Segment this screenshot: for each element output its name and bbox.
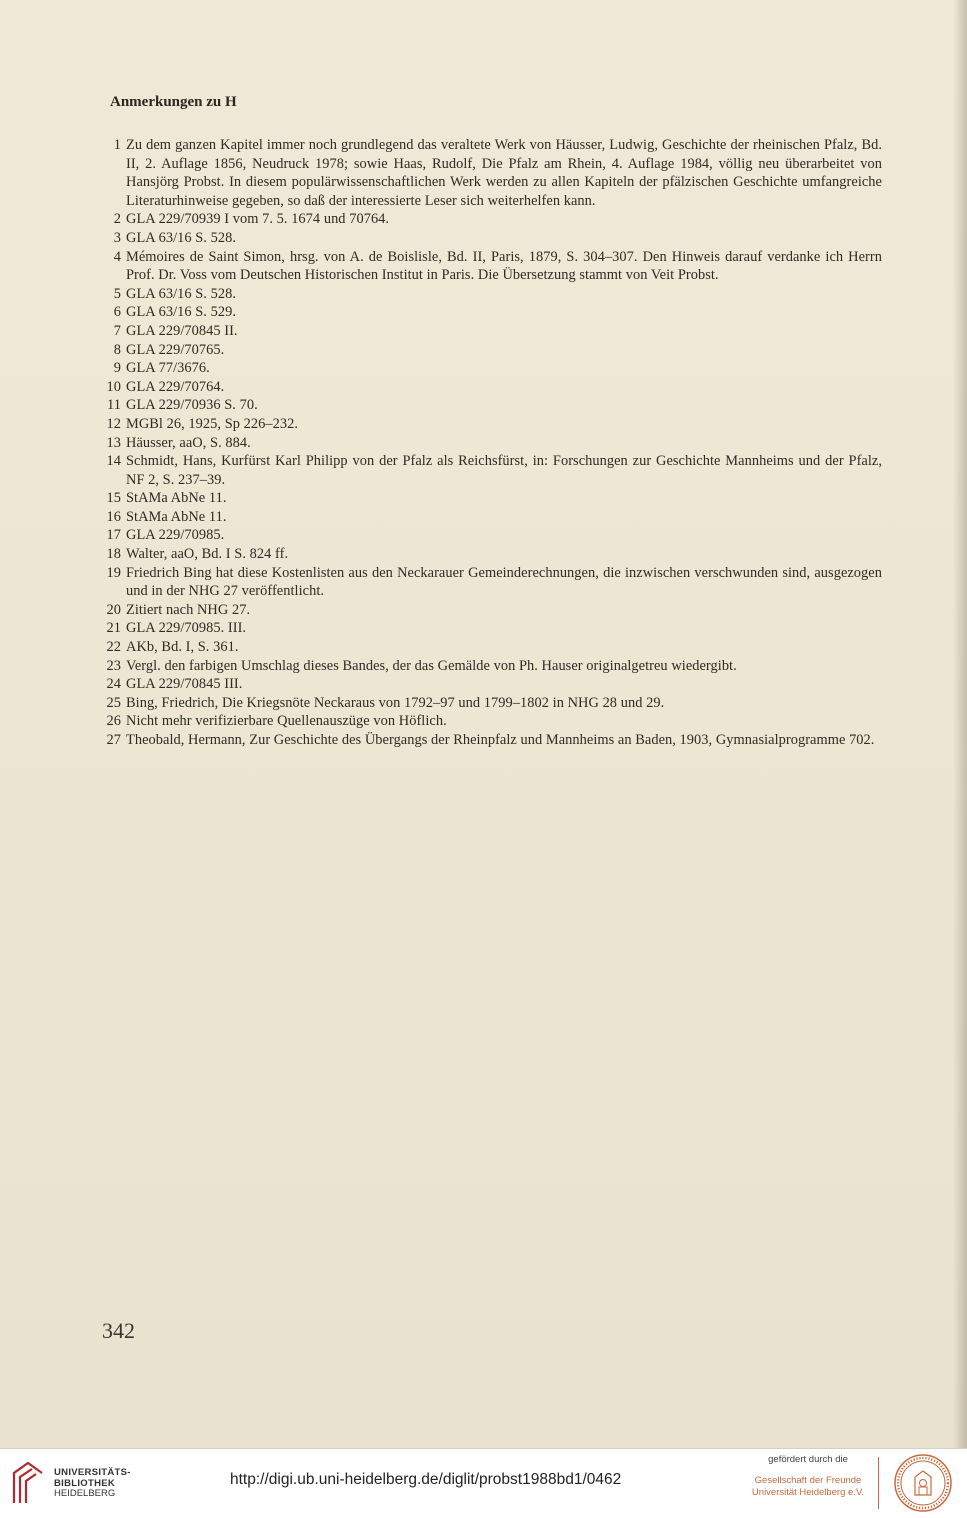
endnote-text: Friedrich Bing hat diese Kostenlisten aus den Neckarauer Gemeinderechnungen, die inzwischen verschwunden sind, ausgezogen und in der NHG 27 veröffentlicht. [126,564,882,600]
endnote [100,638,882,657]
endnotes-list [100,136,882,750]
endnote [100,694,882,713]
endnote-number: 2 [113,211,121,228]
permalink-url[interactable]: http://digi.ub.uni-heidelberg.de/diglit/probst1988bd1/0462 [230,1471,622,1488]
endnote [100,452,882,489]
university-seal-icon [893,1453,953,1513]
endnote-text: GLA 229/70764. [126,378,225,395]
sponsor-name-line-2: Universität Heidelberg e.V. [751,1487,865,1498]
footer-divider [878,1457,879,1509]
endnote-number: 3 [113,229,121,246]
endnote-text: Zitiert nach NHG 27. [126,601,251,618]
endnote [100,564,882,601]
endnote-text: GLA 229/70985. [126,527,225,544]
endnote-number: 5 [113,285,121,302]
endnote [100,359,882,378]
endnote [100,229,882,248]
endnote-number: 6 [113,304,121,321]
endnote-number: 13 [106,434,121,451]
page-number: 342 [102,1318,135,1343]
endnote-text: GLA 63/16 S. 529. [126,304,236,321]
sponsor-intro: gefördert durch die [768,1454,848,1465]
endnote-number: 25 [106,694,121,711]
endnote-text: StAMa AbNe 11. [126,490,227,507]
endnote-text: Schmidt, Hans, Kurfürst Karl Philipp von der Pfalz als Reichsfürst, in: Forschungen zur Geschichte Mannheims und der Pfalz, NF 2, S. 237–39. [126,453,882,488]
endnote [100,396,882,415]
endnote-number: 11 [107,397,121,414]
endnote-number: 27 [106,732,121,748]
endnote [100,285,882,304]
endnote-text: Walter, aaO, Bd. I S. 824 ff. [126,546,289,563]
endnote [100,303,882,322]
sponsor-block [748,1454,868,1499]
endnote-text: GLA 229/70939 I vom 7. 5. 1674 und 70764. [126,211,390,228]
endnote [100,248,882,285]
library-name-line-1: UNIVERSITÄTS- [54,1467,131,1478]
endnote-number: 4 [113,248,121,265]
endnote [100,619,882,638]
endnote-number: 12 [106,415,121,432]
endnote-text: GLA 229/70936 S. 70. [126,397,258,414]
endnote-text: Vergl. den farbigen Umschlag dieses Bandes, der das Gemälde von Ph. Hauser originalgetreu wiedergibt. [126,657,737,674]
endnote-text: GLA 63/16 S. 528. [126,285,236,302]
endnote [100,712,882,731]
sponsor-name-line-1: Gesellschaft der Freunde [754,1475,862,1486]
endnote-text: Mémoires de Saint Simon, hrsg. von A. de Boislisle, Bd. II, Paris, 1879, S. 304–307. Den Hinweis darauf verdanke ich Herrn Prof. Dr. Voss vom Deutschen Historischen Institut in Paris. Die Übersetzung stammt von Veit Probst. [126,248,882,284]
endnote [100,601,882,620]
endnote-number: 20 [106,601,121,618]
endnote [100,731,882,750]
endnote [100,378,882,397]
endnote [100,341,882,360]
endnote-text: Nicht mehr verifizierbare Quellenauszüge von Höflich. [126,713,447,730]
library-name-line-2: BIBLIOTHEK [54,1477,116,1489]
endnote [100,489,882,508]
endnote-text: GLA 229/70845 III. [126,676,243,693]
endnote-text: Häusser, aaO, S. 884. [126,434,251,451]
viewer-footer [0,1448,967,1518]
endnote-number: 23 [106,657,121,674]
endnote-text: AKb, Bd. I, S. 361. [126,639,239,656]
endnote [100,434,882,453]
endnote [100,526,882,545]
endnote-number: 1 [113,137,121,153]
university-library-logo-icon [10,1459,46,1505]
endnote-text: GLA 229/70845 II. [126,322,238,339]
endnote-text: GLA 77/3676. [126,360,210,377]
endnote-number: 10 [106,378,121,395]
endnote [100,136,882,210]
endnote-text: Zu dem ganzen Kapitel immer noch grundlegend das veraltete Werk von Häusser, Ludwig, Geschichte der rheinischen Pfalz, Bd. II, 2. Auflage 1856, Neudruck 1978; sowie Haas, Rudolf, Die Pfalz am Rhein, 4. Auflage 1984, völlig neu überarbeitet von Hansjörg Probst. In diesem populärwissenschaftlichen Werk werden zu allen Kapiteln der pfälzischen Geschichte umfangreiche Literaturhinweise gegeben, so daß der interessierte Leser sich weiterhelfen kann. [126,137,882,209]
endnote-number: 14 [106,453,121,470]
library-name [54,1468,131,1500]
endnote-number: 16 [106,508,121,525]
endnote-number: 15 [106,490,121,507]
endnote [100,508,882,527]
endnote [100,657,882,676]
endnote [100,415,882,434]
endnote-text: Theobald, Hermann, Zur Geschichte des Übergangs der Rheinpfalz und Mannheims an Baden, 1903, Gymnasialprogramme 702. [126,732,875,748]
endnote-number: 7 [113,322,121,339]
endnote [100,675,882,694]
endnote-text: Bing, Friedrich, Die Kriegsnöte Neckaraus von 1792–97 und 1799–1802 in NHG 28 und 29. [126,694,665,711]
library-name-line-3: HEIDELBERG [54,1488,116,1499]
endnote-text: GLA 229/70765. [126,341,225,358]
endnote-number: 26 [106,713,121,730]
section-heading: Anmerkungen zu H [110,94,237,110]
endnote-number: 19 [106,564,121,581]
endnote-number: 17 [106,527,121,544]
endnote-number: 21 [106,620,121,637]
endnote-number: 22 [106,639,121,656]
endnote-number: 8 [113,341,121,358]
endnote-text: StAMa AbNe 11. [126,508,227,525]
endnote [100,322,882,341]
endnote-text: GLA 229/70985. III. [126,620,247,637]
endnote-number: 9 [113,360,121,377]
endnote-text: GLA 63/16 S. 528. [126,229,236,246]
endnote [100,210,882,229]
endnote-number: 18 [106,546,121,563]
endnote-number: 24 [106,676,121,693]
endnote [100,545,882,564]
endnote-text: MGBl 26, 1925, Sp 226–232. [126,415,299,432]
